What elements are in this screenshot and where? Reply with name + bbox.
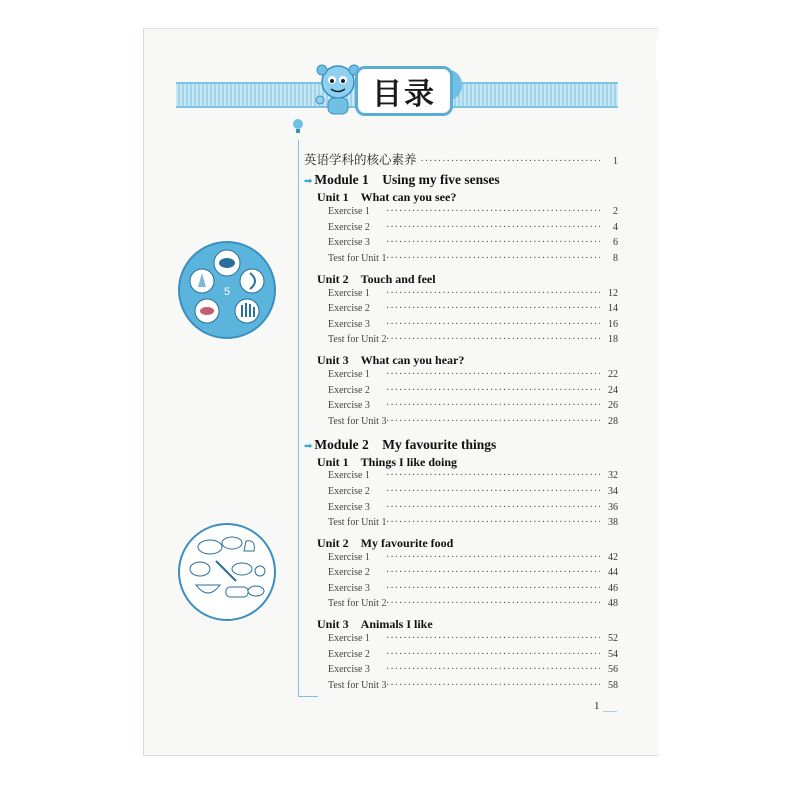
toc-item[interactable] bbox=[304, 319, 618, 330]
toc-item[interactable] bbox=[304, 502, 618, 513]
toc-item-label: Test for Unit 2 bbox=[328, 598, 387, 609]
leader-dots bbox=[386, 649, 600, 660]
toc-page-number: 24 bbox=[608, 385, 618, 396]
leader-dots bbox=[386, 288, 600, 299]
toc-page-number: 44 bbox=[608, 567, 618, 578]
vertical-rule bbox=[298, 140, 299, 696]
toc-item[interactable] bbox=[304, 237, 618, 248]
toc-page-number: 48 bbox=[608, 598, 618, 609]
toc-item[interactable] bbox=[304, 598, 618, 609]
toc-item[interactable] bbox=[304, 583, 618, 594]
toc-page-number: 46 bbox=[608, 583, 618, 594]
leader-dots bbox=[386, 253, 600, 264]
toc-unit[interactable] bbox=[304, 188, 618, 205]
bulb-icon bbox=[292, 118, 304, 134]
module-title: Module 2 My favourite things bbox=[314, 437, 497, 452]
toc-item[interactable] bbox=[304, 206, 618, 217]
toc-item[interactable] bbox=[304, 649, 618, 660]
leader-dots bbox=[386, 680, 600, 691]
toc-item-label: Exercise 3 bbox=[328, 664, 370, 675]
toc-item-label: Test for Unit 3 bbox=[328, 416, 387, 427]
toc-item-label: Exercise 1 bbox=[328, 633, 370, 644]
toc-page-number: 8 bbox=[613, 253, 618, 264]
toc-page-number: 34 bbox=[608, 486, 618, 497]
toc-item[interactable] bbox=[304, 416, 618, 427]
toc-item-label: Exercise 1 bbox=[328, 369, 370, 380]
toc-item-label: Exercise 3 bbox=[328, 502, 370, 513]
toc-item[interactable] bbox=[304, 222, 618, 233]
toc-page-number: 18 bbox=[608, 334, 618, 345]
leader-dots bbox=[386, 400, 600, 411]
unit-title: Unit 2 Touch and feel bbox=[317, 272, 436, 286]
leader-dots bbox=[386, 303, 600, 314]
toc-page-number: 26 bbox=[608, 400, 618, 411]
toc-item[interactable] bbox=[304, 385, 618, 396]
unit-title: Unit 2 My favourite food bbox=[317, 536, 454, 550]
leader-dots bbox=[386, 470, 600, 481]
leader-dots bbox=[386, 598, 600, 609]
toc-item-label: Exercise 3 bbox=[328, 319, 370, 330]
leader-dots bbox=[386, 583, 600, 594]
module-title: Module 1 Using my five senses bbox=[314, 172, 500, 187]
toc-page-number: 22 bbox=[608, 369, 618, 380]
leader-dots bbox=[386, 552, 600, 563]
toc-item-label: Exercise 1 bbox=[328, 206, 370, 217]
leader-dots bbox=[386, 664, 600, 675]
toc-page-number: 58 bbox=[608, 680, 618, 691]
page-number-underline bbox=[603, 711, 617, 712]
toc-page-number: 16 bbox=[608, 319, 618, 330]
food-illustration bbox=[178, 523, 276, 621]
leader-dots bbox=[386, 416, 600, 427]
toc-item-label: Test for Unit 2 bbox=[328, 334, 387, 345]
toc-page-number: 56 bbox=[608, 664, 618, 675]
toc-item[interactable] bbox=[304, 680, 618, 691]
leader-dots bbox=[386, 369, 600, 380]
toc-item-label: Exercise 2 bbox=[328, 303, 370, 314]
toc-page-number: 54 bbox=[608, 649, 618, 660]
toc-item[interactable] bbox=[304, 567, 618, 578]
toc-unit[interactable] bbox=[304, 615, 618, 632]
leader-dots bbox=[386, 567, 600, 578]
toc-page-number: 36 bbox=[608, 502, 618, 513]
leader-dots bbox=[386, 385, 600, 396]
toc-page-number: 12 bbox=[608, 288, 618, 299]
toc-item[interactable] bbox=[304, 288, 618, 299]
toc-item-label: Exercise 1 bbox=[328, 552, 370, 563]
arrow-icon: ➡ bbox=[304, 441, 313, 452]
toc-page-number: 1 bbox=[613, 156, 618, 167]
toc-unit[interactable] bbox=[304, 453, 618, 470]
five-senses-icon bbox=[180, 243, 274, 337]
food-dishes-icon bbox=[180, 525, 274, 619]
leader-dots bbox=[386, 502, 600, 513]
toc-page-number: 2 bbox=[613, 206, 618, 217]
toc-page-number: 28 bbox=[608, 416, 618, 427]
toc-item[interactable] bbox=[304, 303, 618, 314]
title-box bbox=[355, 66, 453, 116]
toc-item[interactable] bbox=[304, 253, 618, 264]
unit-title: Unit 1 Things I like doing bbox=[317, 455, 458, 469]
toc-item[interactable] bbox=[304, 664, 618, 675]
unit-title: Unit 1 What can you see? bbox=[317, 190, 457, 204]
toc-item[interactable] bbox=[304, 470, 618, 481]
toc-page-number: 14 bbox=[608, 303, 618, 314]
unit-title: Unit 3 What can you hear? bbox=[317, 353, 465, 367]
toc-item-label: Test for Unit 3 bbox=[328, 680, 387, 691]
toc-item-label: Exercise 2 bbox=[328, 222, 370, 233]
toc-item[interactable] bbox=[304, 486, 618, 497]
toc-item[interactable] bbox=[304, 633, 618, 644]
toc-page-number: 52 bbox=[608, 633, 618, 644]
toc-item[interactable] bbox=[304, 552, 618, 563]
five-senses-illustration bbox=[178, 241, 276, 339]
page-title: 目录 bbox=[372, 77, 436, 112]
toc-item-label: Exercise 1 bbox=[328, 470, 370, 481]
leader-dots bbox=[386, 319, 600, 330]
toc-module-2[interactable] bbox=[304, 433, 618, 453]
leader-dots bbox=[386, 206, 600, 217]
toc-item[interactable] bbox=[304, 517, 618, 528]
toc-item[interactable] bbox=[304, 369, 618, 380]
leader-dots bbox=[386, 633, 600, 644]
rule-foot bbox=[298, 696, 318, 697]
toc-item-label: Test for Unit 1 bbox=[328, 517, 387, 528]
toc-page-number: 32 bbox=[608, 470, 618, 481]
toc-page-number: 6 bbox=[613, 237, 618, 248]
leader-dots bbox=[386, 517, 600, 528]
toc-page-number: 38 bbox=[608, 517, 618, 528]
toc-item-label: Exercise 2 bbox=[328, 649, 370, 660]
toc-unit[interactable] bbox=[304, 270, 618, 287]
leader-dots bbox=[386, 222, 600, 233]
toc-page-number: 4 bbox=[613, 222, 618, 233]
toc-unit[interactable] bbox=[304, 534, 618, 551]
toc-unit[interactable] bbox=[304, 351, 618, 368]
unit-title: Unit 3 Animals I like bbox=[317, 617, 433, 631]
senses-digit: 5 bbox=[223, 286, 231, 298]
toc-entry-label: 英语学科的核心素养 bbox=[304, 152, 417, 167]
toc-item-label: Exercise 2 bbox=[328, 567, 370, 578]
toc-item-label: Exercise 2 bbox=[328, 486, 370, 497]
toc-item-label: Exercise 2 bbox=[328, 385, 370, 396]
leader-dots bbox=[386, 334, 600, 345]
toc-item[interactable] bbox=[304, 400, 618, 411]
toc-page-number: 42 bbox=[608, 552, 618, 563]
toc-module-1[interactable] bbox=[304, 168, 618, 188]
arrow-icon: ➡ bbox=[304, 176, 313, 187]
toc-entry-core[interactable] bbox=[304, 150, 618, 168]
toc-item-label: Exercise 3 bbox=[328, 583, 370, 594]
leader-dots bbox=[386, 486, 600, 497]
leader-dots bbox=[386, 237, 600, 248]
page-number: 1 bbox=[594, 700, 600, 712]
toc-item-label: Exercise 3 bbox=[328, 400, 370, 411]
toc-item-label: Exercise 1 bbox=[328, 288, 370, 299]
toc-item-label: Test for Unit 1 bbox=[328, 253, 387, 264]
toc-item-label: Exercise 3 bbox=[328, 237, 370, 248]
leader-dots bbox=[421, 156, 600, 167]
toc-item[interactable] bbox=[304, 334, 618, 345]
